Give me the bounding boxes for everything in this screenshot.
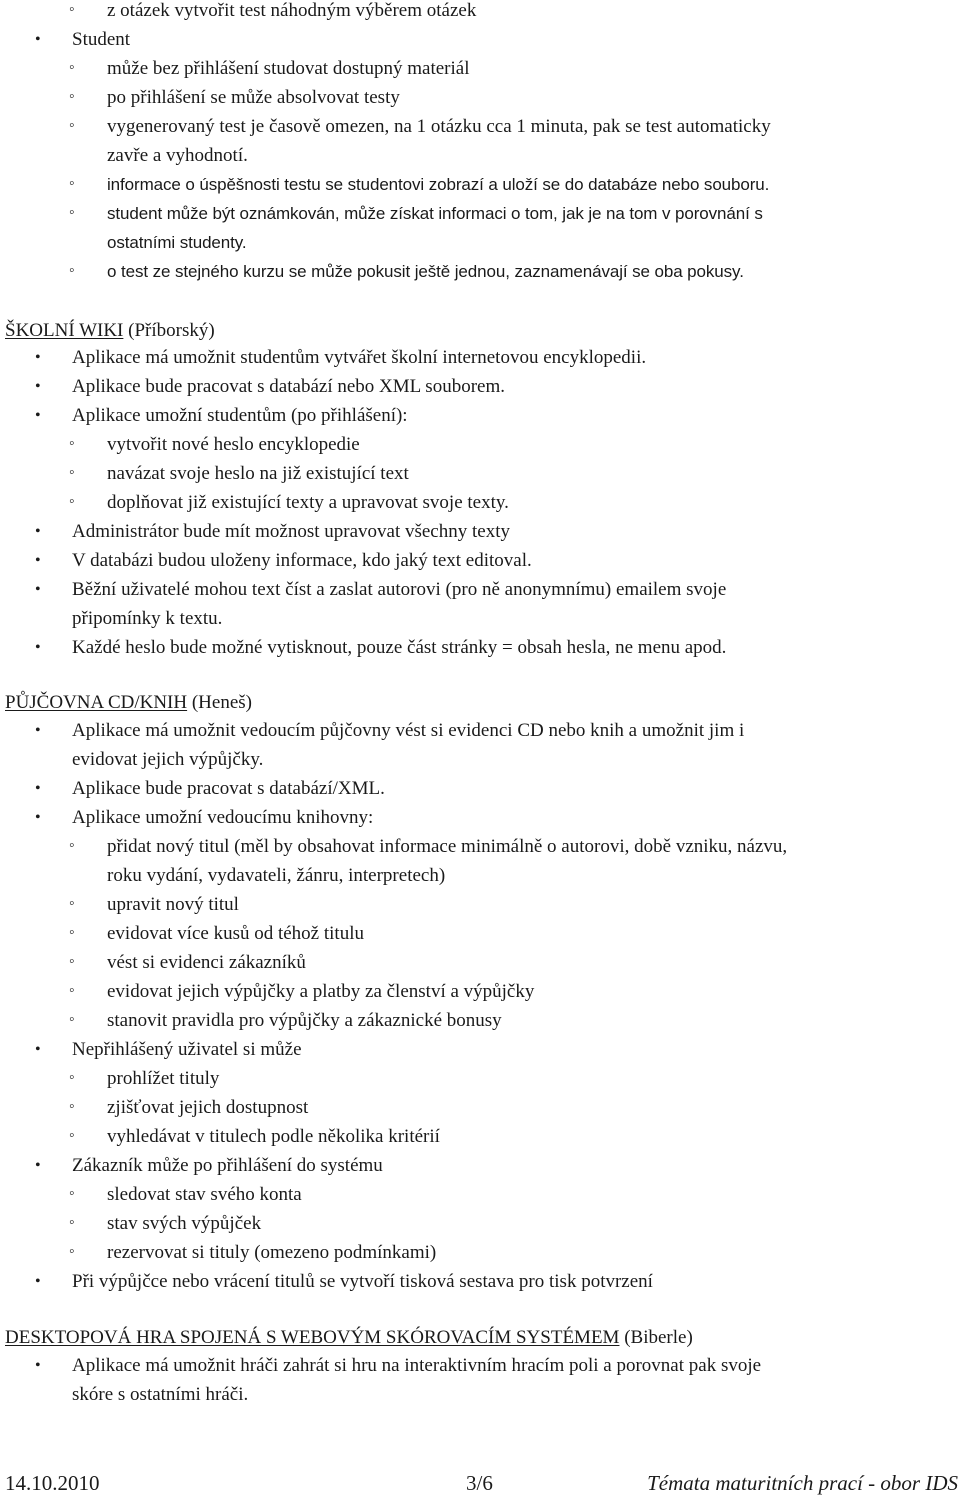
list-item-text: Aplikace má umožnit vedoucím půjčovny vést si evidenci CD nebo knih a umožnit jim i	[72, 720, 745, 741]
circle-bullet-icon: ◦	[69, 117, 75, 134]
list-item-text: po přihlášení se může absolvovat testy	[107, 87, 400, 108]
circle-bullet-icon: ◦	[69, 175, 75, 192]
list-item-text: evidovat více kusů od téhož titulu	[107, 923, 364, 944]
list-item-text: prohlížet tituly	[107, 1068, 220, 1089]
circle-bullet-icon: ◦	[69, 435, 75, 452]
list-item-text: Aplikace umožní vedoucímu knihovny:	[72, 807, 374, 828]
list-item-text: připomínky k textu.	[72, 608, 223, 629]
section-heading-game	[5, 1327, 693, 1349]
list-item-text: sledovat stav svého konta	[107, 1184, 302, 1205]
footer-date: 14.10.2010	[5, 1471, 100, 1495]
page-footer	[0, 1471, 960, 1495]
section-heading-rental	[5, 692, 252, 714]
bullet-icon: •	[35, 349, 41, 366]
bullet-icon: •	[35, 407, 41, 424]
list-item-text: Administrátor bude mít možnost upravovat všechny texty	[72, 521, 510, 542]
section-author: (Příborský)	[123, 320, 215, 341]
section-title: PŮJČOVNA CD/KNIH	[5, 692, 188, 713]
footer-page-number: 3/6	[466, 1471, 493, 1495]
list-item-text: doplňovat již existující texty a upravovat svoje texty.	[107, 492, 509, 513]
bullet-icon: •	[35, 1273, 41, 1290]
circle-bullet-icon: ◦	[69, 88, 75, 105]
circle-bullet-icon: ◦	[69, 1011, 75, 1028]
bullet-icon: •	[35, 1157, 41, 1174]
section-author: (Biberle)	[619, 1327, 693, 1348]
list-item-text: V databázi budou uloženy informace, kdo jaký text editoval.	[72, 550, 532, 571]
circle-bullet-icon: ◦	[69, 1185, 75, 1202]
bullet-icon: •	[35, 523, 41, 540]
list-item-text: Aplikace má umožnit hráči zahrát si hru na interaktivním hracím poli a porovnat pak svoje	[72, 1355, 762, 1376]
bullet-icon: •	[35, 1357, 41, 1374]
circle-bullet-icon: ◦	[69, 982, 75, 999]
list-item-text: vygenerovaný test je časově omezen, na 1 otázku cca 1 minuta, pak se test automaticky	[107, 116, 771, 137]
circle-bullet-icon: ◦	[69, 1127, 75, 1144]
section-title: DESKTOPOVÁ HRA SPOJENÁ S WEBOVÝM SKÓROVACÍM SYSTÉMEM	[5, 1327, 620, 1348]
bullet-icon: •	[35, 722, 41, 739]
list-item-text: zavře a vyhodnotí.	[107, 145, 248, 166]
list-item-text: student může být oznámkován, může získat informaci o tom, jak je na tom v porovnání s	[107, 204, 763, 223]
bullet-icon: •	[35, 552, 41, 569]
section-author: (Heneš)	[187, 692, 252, 713]
list-item-text: Zákazník může po přihlášení do systému	[72, 1155, 383, 1176]
list-item-text: Aplikace bude pracovat s databází nebo XML souborem.	[72, 376, 505, 397]
circle-bullet-icon: ◦	[69, 1, 75, 18]
bullet-icon: •	[35, 581, 41, 598]
bullet-icon: •	[35, 809, 41, 826]
list-item-text: Aplikace umožní studentům (po přihlášení):	[72, 405, 408, 426]
circle-bullet-icon: ◦	[69, 1243, 75, 1260]
list-item-text: upravit nový titul	[107, 894, 239, 915]
circle-bullet-icon: ◦	[69, 493, 75, 510]
bullet-icon: •	[35, 1041, 41, 1058]
bullet-icon: •	[35, 780, 41, 797]
list-item-text: ostatními studenty.	[107, 233, 247, 252]
circle-bullet-icon: ◦	[69, 953, 75, 970]
bullet-icon: •	[35, 31, 41, 48]
list-item-text: Běžní uživatelé mohou text číst a zaslat autorovi (pro ně anonymnímu) emailem svoje	[72, 579, 727, 600]
list-item-text: evidovat jejich výpůjčky.	[72, 749, 264, 770]
list-item-text: vytvořit nové heslo encyklopedie	[107, 434, 360, 455]
list-item-text: roku vydání, vydavateli, žánru, interpretech)	[107, 865, 446, 886]
circle-bullet-icon: ◦	[69, 924, 75, 941]
circle-bullet-icon: ◦	[69, 1098, 75, 1115]
list-item-text: zjišťovat jejich dostupnost	[107, 1097, 309, 1118]
bullet-icon: •	[35, 639, 41, 656]
circle-bullet-icon: ◦	[69, 1214, 75, 1231]
list-item-text: Nepřihlášený uživatel si může	[72, 1039, 302, 1060]
list-item-text: Student	[72, 29, 131, 50]
list-item-text: rezervovat si tituly (omezeno podmínkami)	[107, 1242, 437, 1263]
list-item-text: stanovit pravidla pro výpůjčky a zákaznické bonusy	[107, 1010, 502, 1031]
section-title: ŠKOLNÍ WIKI	[5, 320, 124, 341]
list-item-text: vyhledávat v titulech podle několika kritérií	[107, 1126, 440, 1147]
circle-bullet-icon: ◦	[69, 262, 75, 279]
circle-bullet-icon: ◦	[69, 59, 75, 76]
list-item-text: navázat svoje heslo na již existující text	[107, 463, 409, 484]
list-item-text: Při výpůjčce nebo vrácení titulů se vytvoří tisková sestava pro tisk potvrzení	[72, 1271, 653, 1292]
list-item-text: Aplikace bude pracovat s databází/XML.	[72, 778, 385, 799]
list-item-text: z otázek vytvořit test náhodným výběrem otázek	[107, 0, 477, 21]
list-item-text: o test ze stejného kurzu se může pokusit ještě jednou, zaznamenávají se oba pokusy.	[107, 262, 744, 281]
list-item-text: stav svých výpůjček	[107, 1213, 262, 1234]
list-item-text: informace o úspěšnosti testu se studentovi zobrazí a uloží se do databáze nebo souboru.	[107, 175, 770, 194]
circle-bullet-icon: ◦	[69, 895, 75, 912]
list-item-text: může bez přihlášení studovat dostupný materiál	[107, 58, 470, 79]
list-item-text: Každé heslo bude možné vytisknout, pouze část stránky = obsah hesla, ne menu apod.	[72, 637, 727, 658]
circle-bullet-icon: ◦	[69, 837, 75, 854]
list-item-text: přidat nový titul (měl by obsahovat informace minimálně o autorovi, době vzniku, názvu,	[107, 836, 788, 857]
section-heading-wiki	[5, 320, 215, 342]
circle-bullet-icon: ◦	[69, 204, 75, 221]
list-item-text: evidovat jejich výpůjčky a platby za členství a výpůjčky	[107, 981, 535, 1002]
footer-title: Témata maturitních prací - obor IDS	[647, 1471, 958, 1495]
circle-bullet-icon: ◦	[69, 464, 75, 481]
list-item-text: Aplikace má umožnit studentům vytvářet školní internetovou encyklopedii.	[72, 347, 647, 368]
list-item-text: skóre s ostatními hráči.	[72, 1384, 249, 1405]
circle-bullet-icon: ◦	[69, 1069, 75, 1086]
bullet-icon: •	[35, 378, 41, 395]
list-item-text: vést si evidenci zákazníků	[107, 952, 306, 973]
